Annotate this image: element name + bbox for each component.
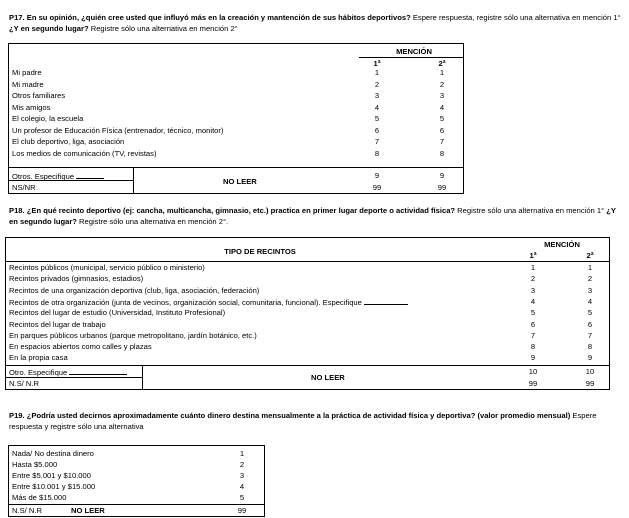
p17-option-m2[interactable]: 7 bbox=[439, 137, 445, 146]
p18-option-m1[interactable]: 1 bbox=[530, 263, 536, 272]
p17-second-question: ¿Y en segundo lugar? bbox=[9, 24, 89, 33]
p17-nsnr-m1[interactable]: 99 bbox=[372, 183, 382, 192]
p18-question bbox=[9, 205, 621, 227]
p18-option-text: En espacios abiertos como calles y plazas bbox=[9, 342, 152, 352]
p17-footer-divider bbox=[133, 167, 134, 193]
p17-option-label: Un profesor de Educación Física (entrenador, técnico, monitor) bbox=[12, 125, 224, 135]
p17-option-m1[interactable]: 6 bbox=[374, 125, 380, 135]
p19-option-code[interactable]: 4 bbox=[239, 482, 245, 491]
p18-option-m2[interactable]: 5 bbox=[587, 308, 593, 318]
p18-option-m1[interactable]: 2 bbox=[530, 274, 536, 284]
p18-option-label bbox=[9, 263, 205, 273]
p17-mention-header: MENCIÓN bbox=[396, 47, 432, 56]
p17-option-m2[interactable]: 5 bbox=[439, 114, 445, 123]
p18-option-text: En la propia casa bbox=[9, 353, 68, 363]
p17-col1-header: 1ª bbox=[373, 59, 381, 68]
p17-instruction-2: Registre sólo una alternativa en mención 2° bbox=[88, 24, 238, 33]
p17-option-m1[interactable]: 5 bbox=[374, 114, 380, 123]
p18-other-m1[interactable]: 10 bbox=[528, 367, 538, 376]
p19-option-code[interactable]: 5 bbox=[239, 493, 245, 502]
p17-option-m1[interactable]: 8 bbox=[374, 148, 380, 158]
p17-other-label: Otros. Especifique bbox=[12, 171, 104, 182]
p18-type-header: TIPO DE RECINTOS bbox=[224, 247, 296, 256]
p18-nsnr-m2[interactable]: 99 bbox=[585, 379, 595, 388]
p18-col1-header: 1ª bbox=[529, 251, 537, 260]
p18-col2-header: 2ª bbox=[586, 251, 594, 260]
p18-option-m1[interactable]: 8 bbox=[530, 342, 536, 352]
p18-option-text: En parques públicos urbanos (parque metropolitano, jardín botánico, etc.) bbox=[9, 330, 257, 340]
p17-col2-header: 2ª bbox=[438, 59, 446, 68]
p18-option-m1[interactable]: 5 bbox=[530, 308, 536, 318]
p17-option-label: El colegio, la escuela bbox=[12, 114, 84, 123]
p18-nsnr-m1[interactable]: 99 bbox=[528, 379, 538, 388]
p18-option-label bbox=[9, 286, 259, 296]
p17-question bbox=[9, 12, 621, 34]
p18-option-m2[interactable]: 9 bbox=[587, 353, 593, 363]
p19-number: P19. bbox=[9, 411, 25, 420]
p19-option-code[interactable]: 2 bbox=[239, 460, 245, 469]
p19-option-label: Más de $15.000 bbox=[12, 493, 67, 502]
p17-no-leer: NO LEER bbox=[223, 177, 257, 186]
p19-option-label: Nada/ No destina dinero bbox=[12, 449, 94, 458]
p17-option-m2[interactable]: 6 bbox=[439, 125, 445, 135]
p18-header-rule bbox=[6, 261, 609, 262]
p17-option-label: Mi padre bbox=[12, 68, 42, 77]
p19-instruction: Espere respuesta y registre sólo una alternativa bbox=[9, 411, 597, 431]
p18-footer-divider bbox=[142, 365, 143, 389]
p17-option-m2[interactable]: 3 bbox=[439, 91, 445, 100]
p17-nsnr-label: NS/NR bbox=[12, 183, 36, 192]
p17-option-label: Mis amigos bbox=[12, 102, 51, 112]
p17-instruction-1: Espere respuesta, registre sólo una alternativa en mención 1° bbox=[410, 13, 621, 22]
p17-option-m1[interactable]: 7 bbox=[374, 137, 380, 146]
p17-question-bold: En su opinión, ¿quién cree usted que influyó más en la creación y mantención de sus hábitos deportivos? bbox=[26, 13, 411, 22]
p18-option-m2[interactable]: 2 bbox=[587, 274, 593, 284]
p18-option-m2[interactable]: 1 bbox=[587, 263, 593, 272]
p18-option-label bbox=[9, 274, 143, 284]
p17-option-m2[interactable]: 8 bbox=[439, 148, 445, 158]
p18-option-m2[interactable]: 8 bbox=[587, 342, 593, 352]
p18-option-label bbox=[9, 320, 106, 330]
p19-option-code[interactable]: 1 bbox=[239, 449, 245, 458]
p18-question-bold: ¿En qué recinto deportivo (ej: cancha, multicancha, gimnasio, etc.) practica en primer lugar deporte o actividad física? bbox=[26, 206, 456, 215]
p18-option-label bbox=[9, 342, 152, 352]
p17-number: P17. bbox=[9, 13, 25, 22]
p19-question-bold: ¿Podría usted decirnos aproximadamente cuánto dinero destina mensualmente a la práctica de actividad física y deportiva? (valor promedio mensual) bbox=[26, 411, 571, 420]
p18-option-text: Recintos de una organización deportiva (club, liga, asociación, federación) bbox=[9, 285, 260, 295]
p19-table bbox=[8, 445, 265, 517]
p19-footer-rule bbox=[9, 504, 264, 505]
p17-footer-rule bbox=[9, 167, 463, 168]
p19-option-label: Entre $10.001 y $15.000 bbox=[12, 482, 96, 491]
p17-option-label: El club deportivo, liga, asociación bbox=[12, 137, 125, 146]
p17-other-m2[interactable]: 9 bbox=[439, 171, 445, 180]
p18-option-m2[interactable]: 3 bbox=[587, 285, 593, 295]
p17-header-rule bbox=[359, 57, 463, 58]
p17-table bbox=[8, 43, 464, 194]
p19-nsnr-code[interactable]: 99 bbox=[237, 506, 247, 515]
p18-option-m2[interactable]: 7 bbox=[587, 330, 593, 340]
p18-option-text: Recintos de otra organización (junta de vecinos, organización social, comunitaria, funcional). Especifique bbox=[9, 297, 362, 307]
p19-question bbox=[9, 410, 621, 432]
p18-option-text: Recintos del lugar de trabajo bbox=[9, 319, 106, 329]
p18-option-m1[interactable]: 9 bbox=[530, 353, 536, 363]
p18-option-m1[interactable]: 3 bbox=[530, 285, 536, 295]
p18-option-text: Recintos privados (gimnasios, estadios) bbox=[9, 274, 144, 284]
p18-number: P18. bbox=[9, 206, 25, 215]
p17-option-label: Mi madre bbox=[12, 79, 44, 89]
p17-other-blank[interactable] bbox=[76, 171, 104, 179]
p19-option-label: Entre $5.001 y $10.000 bbox=[12, 471, 91, 480]
p18-option-text: Recintos del lugar de estudio (Universidad, Instituto Profesional) bbox=[9, 308, 226, 318]
p18-table bbox=[5, 237, 610, 390]
p18-option-m1[interactable]: 4 bbox=[530, 296, 536, 306]
p18-option-m1[interactable]: 6 bbox=[530, 319, 536, 329]
p18-specify-blank[interactable] bbox=[364, 297, 408, 305]
p18-option-text: Recintos públicos (municipal, servicio público o ministerio) bbox=[9, 263, 205, 272]
p17-option-label: Los medios de comunicación (TV, revistas) bbox=[12, 148, 157, 158]
p18-option-label bbox=[9, 331, 257, 341]
p17-option-m1[interactable]: 2 bbox=[374, 79, 380, 89]
p18-other-blank[interactable] bbox=[69, 367, 127, 375]
p18-option-label bbox=[9, 353, 68, 363]
p19-nsnr-label: N.S/ N.R bbox=[12, 506, 42, 515]
p17-option-m1[interactable]: 3 bbox=[374, 91, 380, 100]
p17-nsnr-m2[interactable]: 99 bbox=[437, 183, 447, 192]
p19-option-label: Hasta $5.000 bbox=[12, 460, 58, 469]
p18-instruction-2: Registre sólo una alternativa en mención 2°. bbox=[76, 217, 229, 226]
p18-mention-header: MENCIÓN bbox=[544, 240, 580, 249]
p18-footer-rule bbox=[6, 365, 609, 366]
p18-option-m2[interactable]: 6 bbox=[587, 319, 593, 329]
p17-option-m2[interactable]: 2 bbox=[439, 79, 445, 89]
p18-second-question: ¿Y en segundo lugar? bbox=[9, 206, 616, 226]
p18-instruction-1: Registre sólo una alternativa en mención 1° bbox=[455, 206, 605, 215]
p18-no-leer: NO LEER bbox=[311, 373, 345, 382]
p18-other-label: Otro. Especifique bbox=[9, 367, 127, 378]
p19-no-leer: NO LEER bbox=[71, 506, 105, 515]
p17-option-m1[interactable]: 1 bbox=[374, 68, 380, 77]
p17-option-m2[interactable]: 1 bbox=[439, 68, 445, 77]
p17-option-m1[interactable]: 4 bbox=[374, 102, 380, 112]
p18-option-label bbox=[9, 297, 408, 308]
p18-option-label bbox=[9, 308, 225, 318]
p18-option-m2[interactable]: 4 bbox=[587, 296, 593, 306]
p17-other-m1[interactable]: 9 bbox=[374, 171, 380, 180]
p17-option-m2[interactable]: 4 bbox=[439, 102, 445, 112]
p18-option-m1[interactable]: 7 bbox=[530, 330, 536, 340]
p18-nsnr-label: N.S/ N.R bbox=[9, 379, 39, 388]
p19-option-code[interactable]: 3 bbox=[239, 471, 245, 480]
p18-other-m2[interactable]: 10 bbox=[585, 367, 595, 376]
p17-option-label: Otros familiares bbox=[12, 91, 66, 100]
